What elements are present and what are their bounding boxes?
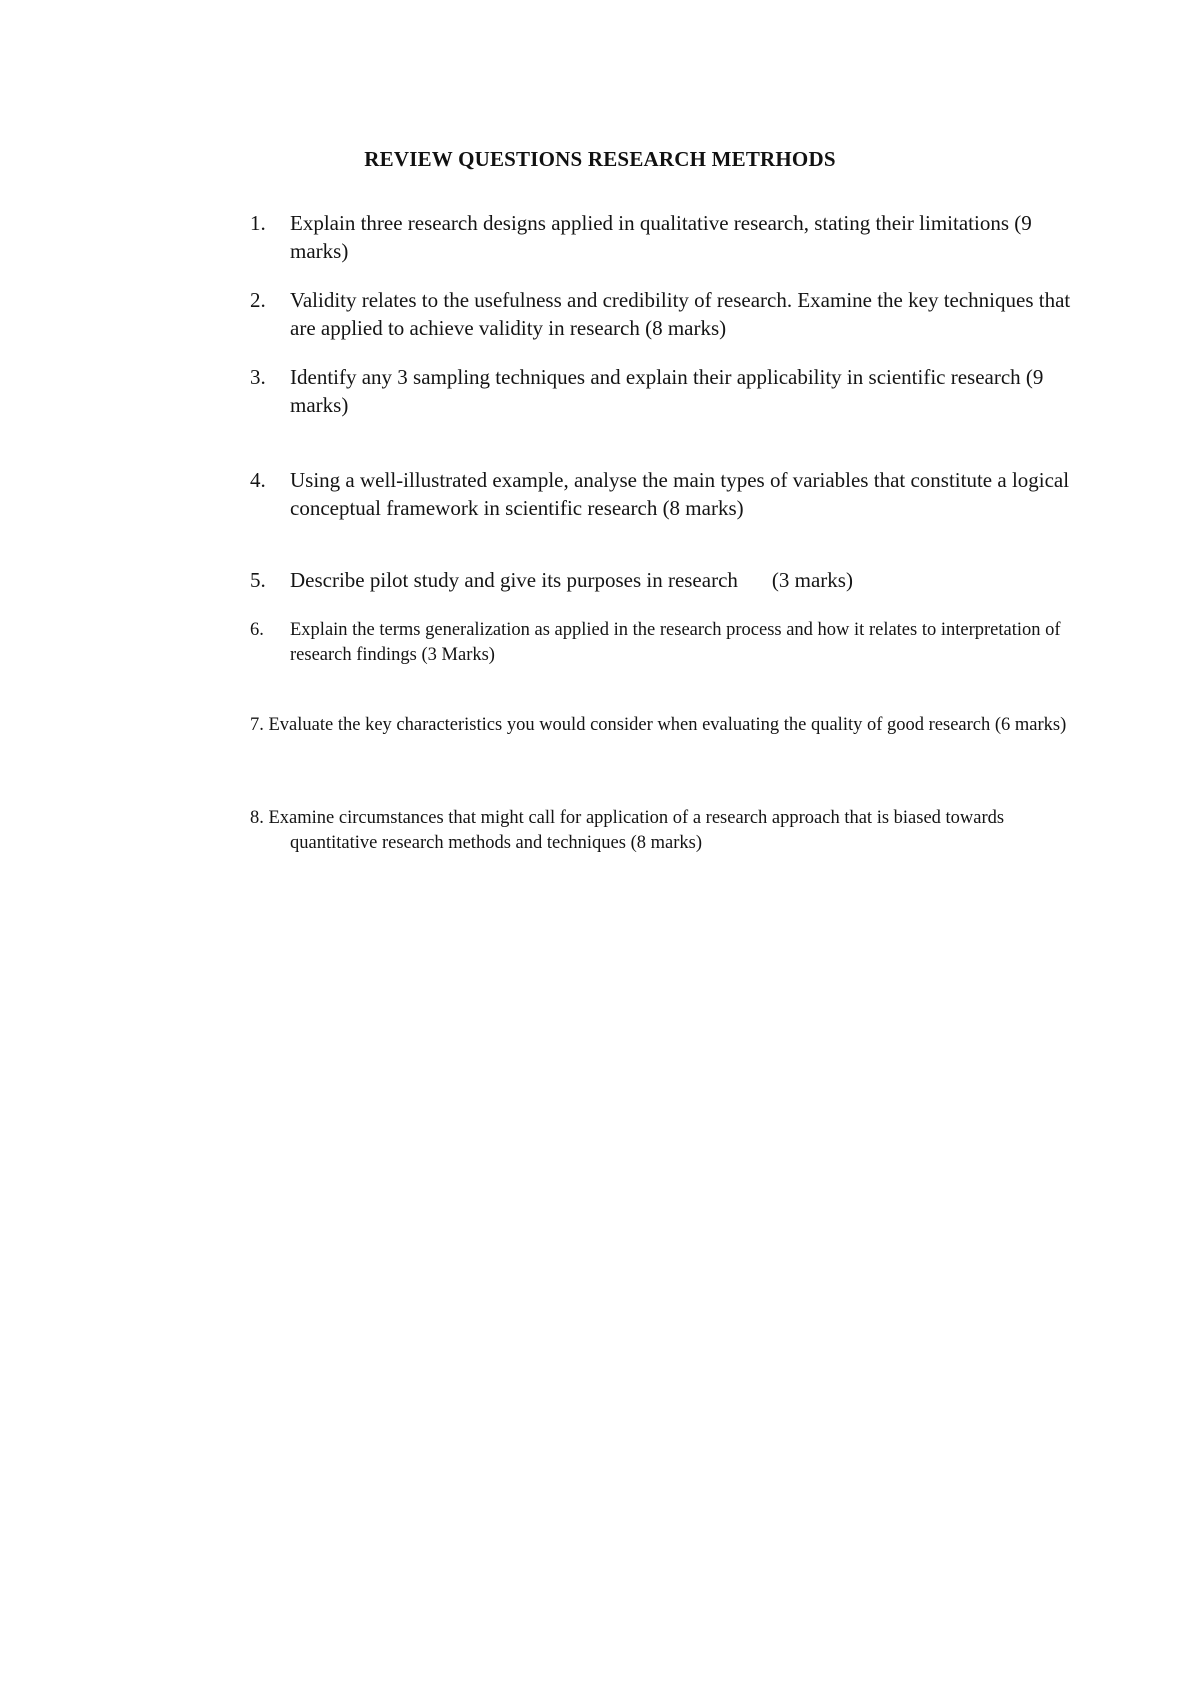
question-number: 5. bbox=[250, 568, 266, 592]
question-text: Validity relates to the usefulness and credibility of research. Examine the key techniques that are applied to achieve validity in research (8 marks) bbox=[290, 288, 1071, 340]
question-number: 2. bbox=[250, 288, 266, 312]
question-text: Using a well-illustrated example, analyse the main types of variables that constitute a logical conceptual framework in scientific research (8 marks) bbox=[290, 468, 1070, 520]
question-5 bbox=[250, 566, 1080, 594]
question-number: 7. bbox=[250, 715, 264, 735]
question-number: 8. bbox=[250, 808, 264, 828]
question-text: Describe pilot study and give its purposes in research bbox=[290, 568, 738, 592]
question-4 bbox=[250, 466, 1080, 522]
question-3 bbox=[250, 363, 1080, 419]
question-text: Explain three research designs applied in qualitative research, stating their limitations (9 marks) bbox=[290, 211, 1032, 263]
question-text: Evaluate the key characteristics you would consider when evaluating the quality of good research (6 marks) bbox=[268, 715, 1067, 735]
question-number: 1. bbox=[250, 211, 266, 235]
question-text: Explain the terms generalization as applied in the research process and how it relates to interpretation of research findings (3 Marks) bbox=[290, 620, 1061, 665]
question-2 bbox=[250, 286, 1080, 342]
question-number: 4. bbox=[250, 468, 266, 492]
question-marks: (3 marks) bbox=[771, 568, 853, 592]
question-8 bbox=[250, 806, 1080, 856]
question-number: 3. bbox=[250, 365, 266, 389]
question-6 bbox=[250, 618, 1080, 668]
question-1 bbox=[250, 209, 1080, 265]
question-text: Examine circumstances that might call for application of a research approach that is biased towards quantitative research methods and techniques (8 marks) bbox=[268, 808, 1005, 853]
document-title: REVIEW QUESTIONS RESEARCH METRHODS bbox=[364, 147, 836, 171]
question-7 bbox=[250, 713, 1080, 738]
question-number: 6. bbox=[250, 620, 264, 640]
question-text: Identify any 3 sampling techniques and explain their applicability in scientific research (9 marks) bbox=[290, 365, 1044, 417]
